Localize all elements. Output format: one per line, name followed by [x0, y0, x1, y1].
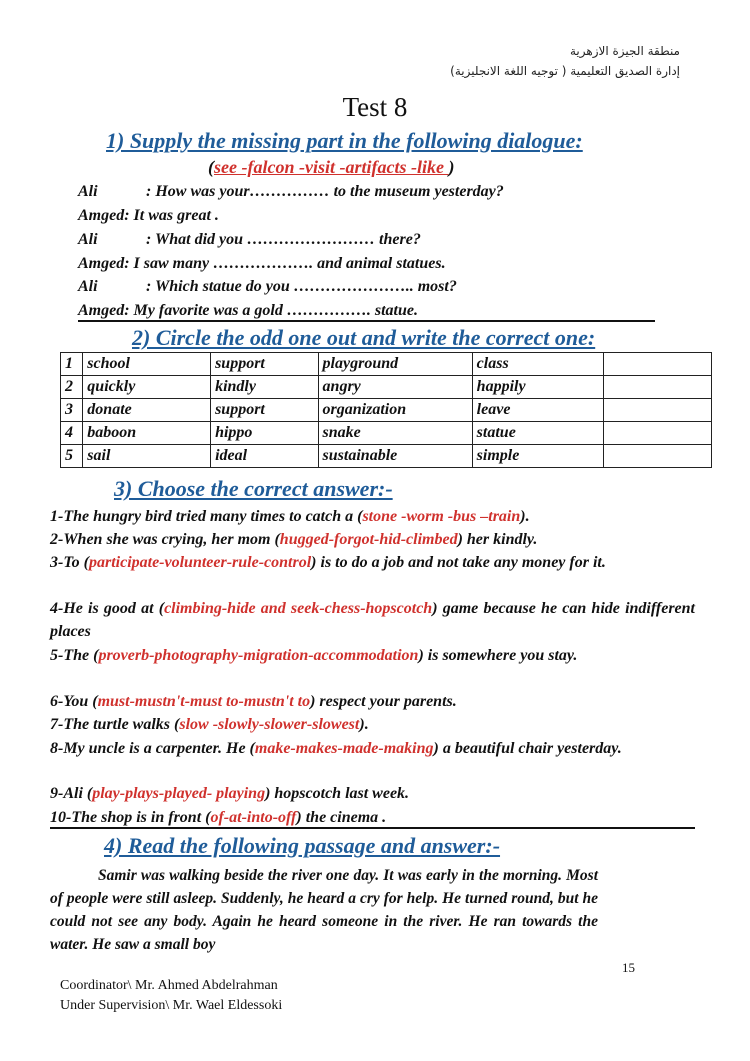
question-item	[50, 551, 695, 574]
word-cell: sustainable	[318, 445, 472, 468]
word-cell: baboon	[83, 422, 211, 445]
word-cell: hippo	[211, 422, 318, 445]
speaker-name: Amged:	[78, 207, 130, 224]
question-tail: ) a beautiful chair yesterday.	[433, 740, 622, 757]
question-stem: 1-The hungry bird tried many times to catch a (	[50, 508, 363, 525]
question-item	[50, 737, 695, 760]
answer-cell[interactable]	[604, 399, 712, 422]
question-stem: 7-The turtle walks (	[50, 716, 180, 733]
answer-options[interactable]: play-plays-played- playing	[92, 785, 266, 802]
question-tail: ) her kindly.	[457, 531, 538, 548]
speaker-name: Ali	[78, 231, 98, 248]
word-cell: playground	[318, 353, 472, 376]
row-number-cell: 3	[61, 399, 83, 422]
question-item	[50, 528, 695, 551]
question-stem: 10-The shop is in front (	[50, 809, 211, 826]
section4-heading: 4) Read the following passage and answer:-	[104, 833, 501, 858]
question-item	[50, 505, 695, 528]
answer-cell[interactable]	[604, 376, 712, 399]
dialogue-text: : What did you …………………… there?	[146, 231, 421, 248]
row-number-cell: 5	[61, 445, 83, 468]
question-item	[50, 597, 695, 643]
section3-heading: 3) Choose the correct answer:-	[114, 476, 393, 501]
dialogue-line	[78, 207, 219, 225]
answer-options[interactable]: hugged-forgot-hid-climbed	[279, 531, 458, 548]
dialogue-text: It was great .	[133, 207, 219, 224]
word-cell: statue	[472, 422, 604, 445]
word-cell: organization	[318, 399, 472, 422]
table-row	[61, 445, 712, 468]
table-row	[61, 422, 712, 445]
row-number-cell: 1	[61, 353, 83, 376]
reading-passage: Samir was walking beside the river one day. It was early in the morning. Most of people were still asleep. Suddenly, he heard a cry for help. He turned round, but he could not see any body. Again he heard someone in the river. He ran towards the water. He saw a small boy	[50, 867, 598, 953]
question-stem: 9-Ali (	[50, 785, 93, 802]
table-row	[61, 399, 712, 422]
word-cell: support	[211, 353, 318, 376]
answer-options[interactable]: proverb-photography-migration-accommodation	[98, 647, 419, 664]
question-stem: 6-You (	[50, 693, 98, 710]
dialogue-line	[78, 183, 504, 201]
question-item	[50, 713, 695, 736]
speaker-name: Ali	[78, 278, 98, 295]
footer-supervision: Under Supervision\ Mr. Wael Eldessoki	[60, 998, 283, 1013]
table-row	[61, 353, 712, 376]
answer-cell[interactable]	[604, 445, 712, 468]
word-cell: simple	[472, 445, 604, 468]
choices-open-paren: (	[208, 157, 214, 177]
dialogue-line	[78, 255, 446, 273]
section3-divider	[50, 827, 695, 829]
dialogue-text: My favorite was a gold ……………. statue.	[133, 302, 418, 319]
dialogue-line	[78, 231, 421, 249]
question-tail: ) is to do a job and not take any money for it.	[311, 554, 606, 571]
answer-options[interactable]: make-makes-made-making	[254, 740, 434, 757]
header-region-line: منطقة الجيزة الازهرية	[570, 44, 680, 58]
question-tail: ) is somewhere you stay.	[418, 647, 578, 664]
header-department-line: إدارة الصديق التعليمية ( توجيه اللغة الانجليزية)	[450, 64, 680, 78]
speaker-name: Ali	[78, 183, 98, 200]
word-cell: happily	[472, 376, 604, 399]
word-cell: donate	[83, 399, 211, 422]
word-cell: sail	[83, 445, 211, 468]
page-number: 15	[622, 960, 635, 975]
question-tail: ).	[520, 508, 530, 525]
question-tail: ) game because he can hide indifferent places	[50, 600, 695, 640]
word-cell: ideal	[211, 445, 318, 468]
section1-choices	[208, 157, 454, 178]
answer-options[interactable]: stone -worm -bus –train	[362, 508, 521, 525]
question-item	[50, 690, 695, 713]
choices-words: see -falcon -visit -artifacts -like	[214, 157, 449, 177]
question-item	[50, 644, 695, 667]
question-tail: ) respect your parents.	[310, 693, 457, 710]
word-cell: class	[472, 353, 604, 376]
footer-coordinator: Coordinator\ Mr. Ahmed Abdelrahman	[60, 978, 278, 993]
word-cell: quickly	[83, 376, 211, 399]
page-title: Test 8	[342, 92, 408, 122]
section1-divider	[78, 320, 655, 322]
question-item	[50, 806, 695, 829]
answer-options[interactable]: of-at-into-off	[210, 809, 297, 826]
dialogue-text: : Which statue do you ………………….. most?	[146, 278, 457, 295]
speaker-name: Amged:	[78, 255, 130, 272]
word-cell: kindly	[211, 376, 318, 399]
section1-heading: 1) Supply the missing part in the following dialogue:	[106, 128, 583, 153]
answer-cell[interactable]	[604, 353, 712, 376]
question-tail: ) the cinema .	[296, 809, 387, 826]
question-tail: ).	[359, 716, 369, 733]
question-stem: 2-When she was crying, her mom (	[50, 531, 280, 548]
section2-heading: 2) Circle the odd one out and write the correct one:	[132, 325, 596, 350]
dialogue-line	[78, 278, 457, 296]
table-row	[61, 376, 712, 399]
speaker-name: Amged:	[78, 302, 130, 319]
question-tail: ) hopscotch last week.	[265, 785, 410, 802]
answer-options[interactable]: participate-volunteer-rule-control	[88, 554, 312, 571]
dialogue-text: : How was your…………… to the museum yesterday?	[146, 183, 504, 200]
row-number-cell: 4	[61, 422, 83, 445]
question-stem: 5-The (	[50, 647, 99, 664]
dialogue-line	[78, 302, 418, 320]
answer-options[interactable]: must-mustn't-must to-mustn't to	[97, 693, 311, 710]
word-cell: support	[211, 399, 318, 422]
odd-one-out-table	[60, 352, 712, 468]
word-cell: snake	[318, 422, 472, 445]
choices-close-paren: )	[448, 157, 455, 177]
row-number-cell: 2	[61, 376, 83, 399]
word-cell: angry	[318, 376, 472, 399]
answer-options[interactable]: slow -slowly-slower-slowest	[179, 716, 360, 733]
dialogue-text: I saw many ………………. and animal statues.	[133, 255, 446, 272]
answer-cell[interactable]	[604, 422, 712, 445]
question-stem: 8-My uncle is a carpenter. He (	[50, 740, 255, 757]
question-stem: 4-He is good at (	[50, 600, 165, 617]
word-cell: school	[83, 353, 211, 376]
question-stem: 3-To (	[50, 554, 89, 571]
word-cell: leave	[472, 399, 604, 422]
question-item	[50, 782, 695, 805]
answer-options[interactable]: climbing-hide and seek-chess-hopscotch	[164, 600, 433, 617]
